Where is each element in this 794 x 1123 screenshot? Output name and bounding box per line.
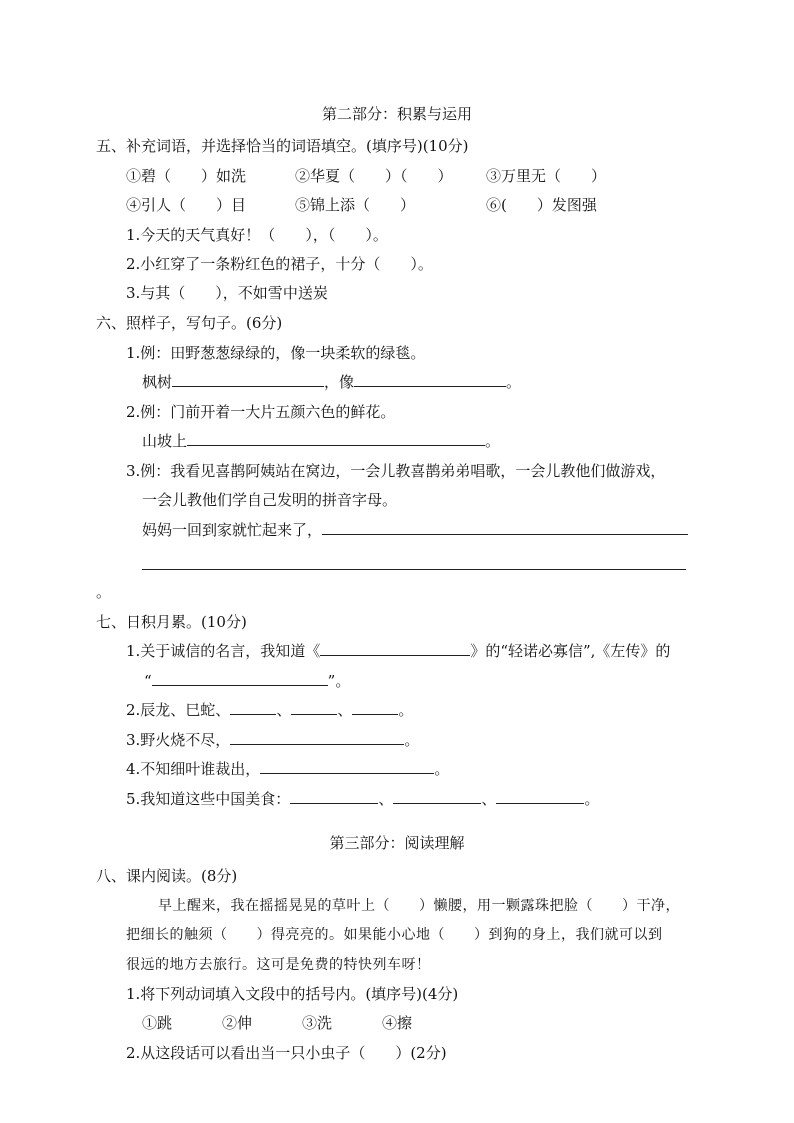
- q8-verb-1: ①跳: [142, 1014, 173, 1032]
- q6-heading: 六、照样子，写句子。(6分): [96, 314, 283, 332]
- q6-fill-2-start: 山坡上: [142, 432, 188, 450]
- separator: 、: [276, 701, 292, 719]
- q6-example-3-line-2: 一会儿教他们学自己发明的拼音字母。: [142, 491, 398, 509]
- answer-blank[interactable]: [230, 700, 276, 715]
- q7-item-2: [126, 700, 413, 720]
- q6-example-1: 1.例：田野葱葱绿绿的，像一块柔软的绿毯。: [126, 344, 426, 362]
- q6-example-2: 2.例：门前开着一大片五颜六色的鲜花。: [126, 403, 396, 421]
- q5-word-4: ④引人（ ）目: [126, 196, 247, 214]
- q5-heading: 五、补充词语，并选择恰当的词语填空。(填序号)(10分): [96, 137, 469, 155]
- q7-item-1-start: 1.关于诚信的名言，我知道《: [126, 642, 321, 660]
- q5-word-5: ⑤锦上添（ ）: [295, 196, 416, 214]
- answer-blank[interactable]: [393, 789, 481, 804]
- answer-blank[interactable]: [260, 759, 434, 774]
- q7-item-3-end: 。: [404, 731, 420, 749]
- q7-item-1-cont: [144, 671, 350, 691]
- part2-title: 第二部分：积累与运用: [321, 105, 472, 123]
- answer-blank[interactable]: [152, 671, 328, 686]
- q8-heading: 八、课内阅读。(8分): [96, 867, 238, 885]
- q8-passage-line-3: 很远的地方去旅行。这可是免费的特快列车呀！: [126, 957, 431, 973]
- part3-title: 第三部分：阅读理解: [329, 834, 465, 852]
- q6-fill-3: [142, 520, 688, 540]
- q7-item-1-close-quote: ”。: [327, 672, 351, 690]
- q7-item-5: [126, 789, 599, 809]
- q7-item-3-start: 3.野火烧不尽，: [126, 731, 231, 749]
- separator: 、: [337, 701, 353, 719]
- q8-verb-3: ③洗: [302, 1014, 333, 1032]
- q5-word-1: ①碧（ ）如洗: [126, 167, 247, 185]
- q8-sub-question-1: 1.将下列动词填入文段中的括号内。(填序号)(4分): [126, 985, 459, 1003]
- q7-item-1: [126, 641, 670, 661]
- answer-blank[interactable]: [352, 700, 398, 715]
- q6-fill-1-end: 。: [506, 373, 522, 391]
- q6-fill-3-start: 妈妈一回到家就忙起来了，: [142, 521, 323, 539]
- q7-item-5-start: 5.我知道这些中国美食：: [126, 790, 291, 808]
- q8-passage-line-2: 把细长的触须（ ）得亮亮的。如果能小心地（ ）到狗的身上，我们就可以到: [126, 927, 663, 943]
- q6-fill-2: [142, 431, 500, 451]
- answer-blank[interactable]: [187, 431, 485, 446]
- q5-word-3: ③万里无（ ）: [486, 167, 607, 185]
- q5-item-3: 3.与其（ ），不如雪中送炭: [126, 284, 328, 302]
- answer-blank[interactable]: [291, 700, 337, 715]
- answer-blank[interactable]: [230, 730, 404, 745]
- answer-blank[interactable]: [322, 520, 688, 535]
- q7-item-2-end: 。: [398, 701, 414, 719]
- q8-sub-question-2: 2.从这段话可以看出当一只小虫子（ ）(2分): [126, 1044, 447, 1062]
- q7-item-1-open-quote: “: [144, 672, 152, 690]
- answer-line[interactable]: [142, 569, 686, 570]
- q8-verb-4: ④擦: [382, 1014, 413, 1032]
- q7-item-1-mid: 》的“轻诺必寡信”,《左传》的: [470, 642, 671, 660]
- answer-blank[interactable]: [290, 789, 378, 804]
- q6-fill-2-end: 。: [485, 432, 501, 450]
- q5-item-1: 1.今天的天气真好！（ ），（ ）。: [126, 226, 388, 244]
- answer-blank[interactable]: [354, 372, 506, 387]
- answer-blank[interactable]: [172, 372, 324, 387]
- answer-blank[interactable]: [496, 789, 584, 804]
- q7-item-4-start: 4.不知细叶谁裁出，: [126, 760, 261, 778]
- q6-fill-1-start: 枫树: [142, 373, 173, 391]
- q5-word-2: ②华夏（ ）（ ）: [295, 167, 453, 185]
- q7-item-3: [126, 730, 419, 750]
- answer-blank[interactable]: [320, 641, 470, 656]
- q6-example-3-line-1: 3.例：我看见喜鹊阿姨站在窝边，一会儿教喜鹊弟弟唱歌，一会儿教他们做游戏，: [126, 462, 666, 480]
- separator: 、: [481, 790, 497, 808]
- q7-item-4-end: 。: [434, 760, 450, 778]
- q6-fill-3-end: 。: [96, 583, 112, 601]
- q5-item-2: 2.小红穿了一条粉红色的裙子，十分（ ）。: [126, 255, 433, 273]
- q5-word-6: ⑥( ）发图强: [486, 196, 597, 214]
- separator: 、: [378, 790, 394, 808]
- q7-item-4: [126, 759, 449, 779]
- q7-item-5-end: 。: [584, 790, 600, 808]
- q8-passage-line-1: 早上醒来，我在摇摇晃晃的草叶上（ ）懒腰，用一颗露珠把脸（ ）干净，: [158, 898, 680, 914]
- q7-heading: 七、日积月累。(10分): [96, 613, 247, 631]
- q6-fill-1-mid: ，像: [324, 373, 355, 391]
- q7-item-2-start: 2.辰龙、巳蛇、: [126, 701, 231, 719]
- q8-verb-2: ②伸: [222, 1014, 253, 1032]
- q6-fill-1: [142, 372, 521, 392]
